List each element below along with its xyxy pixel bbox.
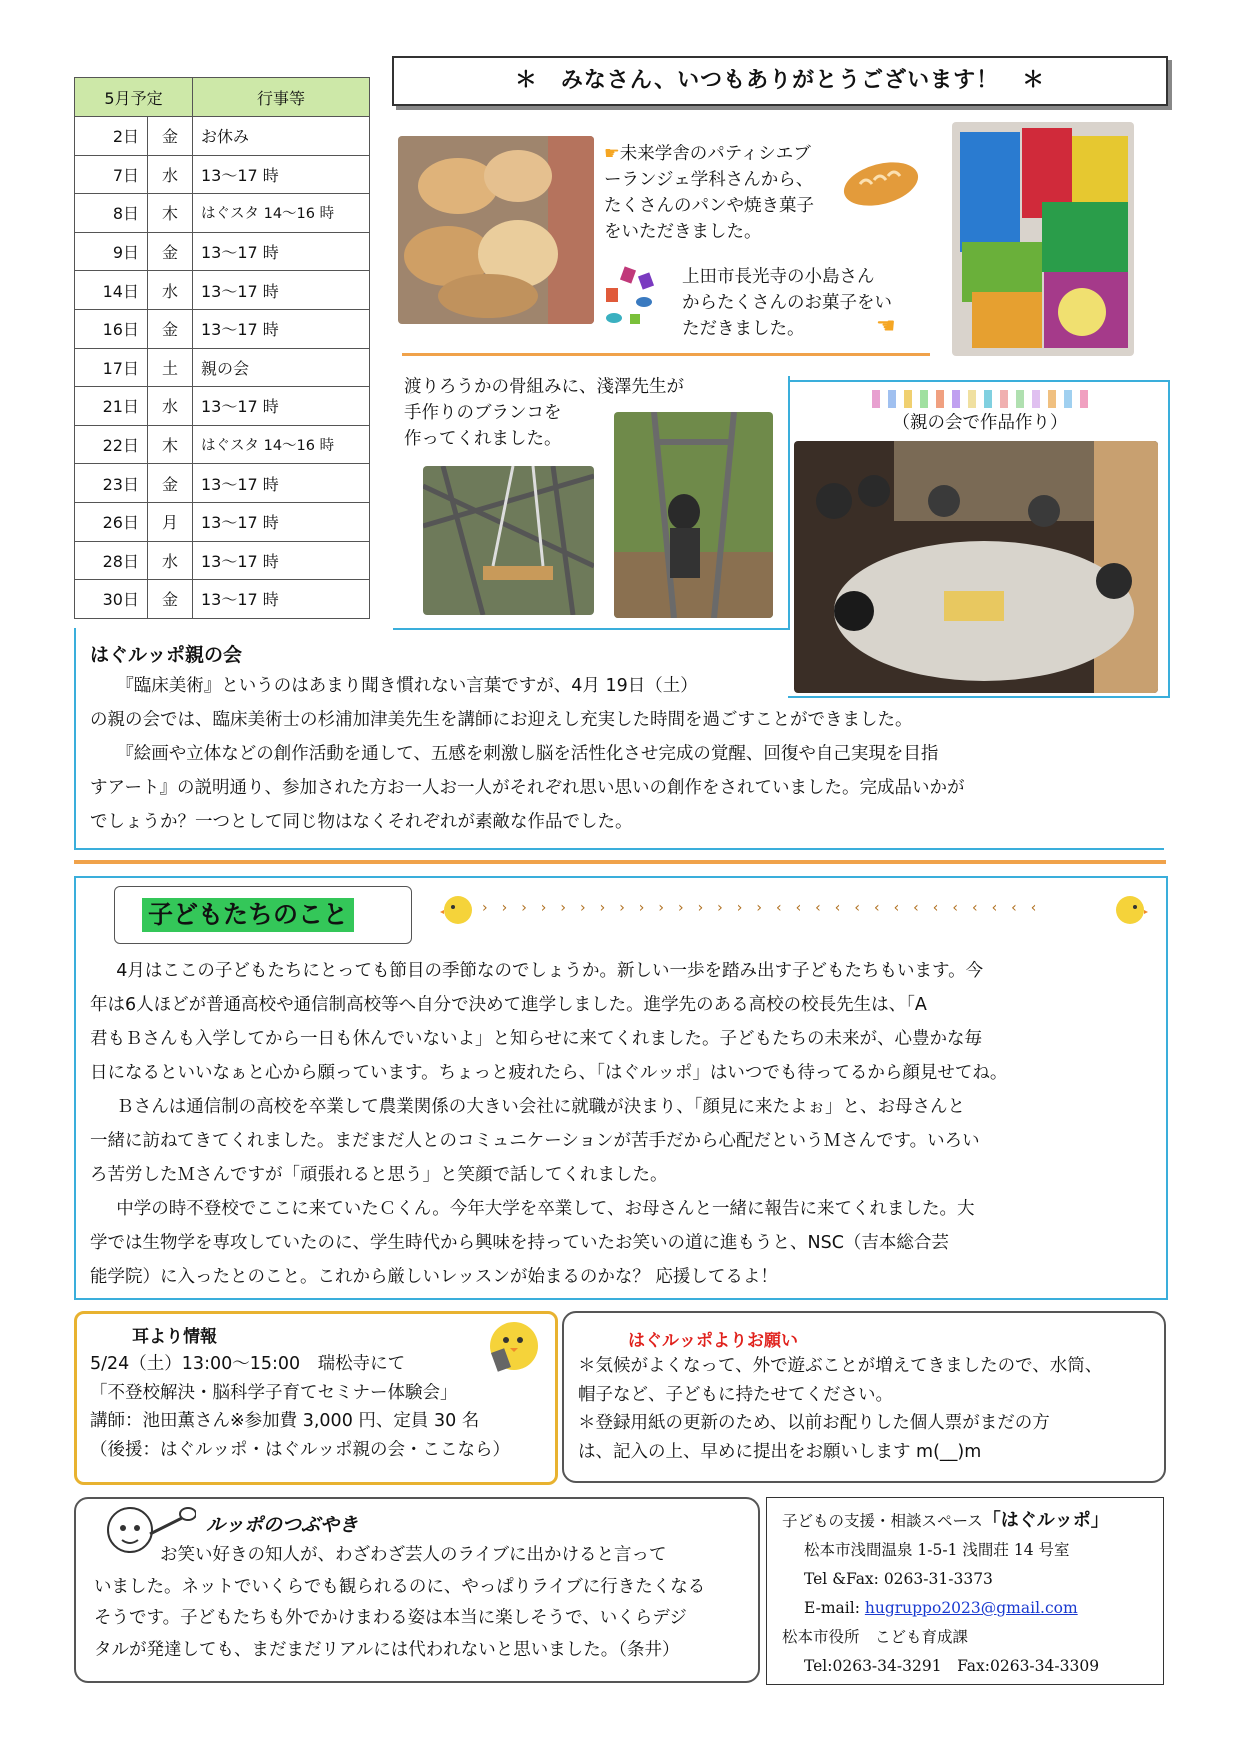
schedule-day: 23日 [75,464,148,503]
schedule-weekday: 水 [148,271,193,310]
children-line-7: ろ苦労したＭさんですが「頑張れると思う」と笑顔で話してくれました。 [90,1165,668,1185]
schedule-weekday: 金 [148,580,193,619]
contact-office: 松本市役所 こども育成課 [782,1628,969,1646]
schedule-row [75,117,370,156]
schedule-weekday: 木 [148,194,193,233]
contact-text [782,1506,1162,1681]
chick-left-icon [440,890,476,926]
schedule-row [75,580,370,619]
children-line-9: 学では生物学を専攻していたのに、学生時代から興味を持っていたお笑いの道に進もうと、NSC（吉本総合芸 [90,1233,949,1253]
bread-thanks-text [604,141,844,245]
schedule-weekday: 金 [148,464,193,503]
schedule-weekday: 木 [148,425,193,464]
schedule-weekday: 月 [148,502,193,541]
sweets-line-3: ただきました。 [682,319,805,339]
schedule-row [75,194,370,233]
chick-right-icon [1112,890,1148,926]
swing-caption-line-2: 手作りのブランコを [404,403,562,423]
request-line-2: 帽子など、子どもに持たせてください。 [578,1384,893,1405]
schedule-header-date: 5月予定 [75,78,193,117]
schedule-event: 親の会 [193,348,370,387]
schedule-event: 13〜17 時 [193,541,370,580]
candy-icon [600,264,668,332]
schedule-row [75,464,370,503]
schedule-event: 13〜17 時 [193,309,370,348]
schedule-event: 13〜17 時 [193,387,370,426]
schedule-day: 21日 [75,387,148,426]
schedule-day: 9日 [75,232,148,271]
contact-office-tel: Tel:0263-34-3291 Fax:0263-34-3309 [804,1657,1100,1675]
pointing-hand-left-icon: ☚ [876,314,896,339]
schedule-event: 13〜17 時 [193,155,370,194]
info-line-1: 5/24（土）13:00〜15:00 瑞松寺にて [90,1354,406,1374]
parents-p1a: 『臨床美術』というのはあまり聞き慣れない言葉ですが、4月 19日（土） [116,676,698,696]
schedule-event: 13〜17 時 [193,502,370,541]
schedule-day: 7日 [75,155,148,194]
schedule-row [75,232,370,271]
schedule-row [75,425,370,464]
swing-caption-line-1: 渡りろうかの骨組みに、淺澤先生が [404,377,684,397]
schedule-event: はぐスタ 14〜16 時 [193,194,370,233]
children-title: 子どもたちのこと [142,898,354,932]
schedule-weekday: 金 [148,309,193,348]
swing-caption-line-3: 作ってくれました。 [404,429,562,449]
schedule-row [75,541,370,580]
schedule-weekday: 水 [148,387,193,426]
tsubuyaki-line-3: そうです。子どもたちも外でかけまわる姿は本当に楽しそうで、いくらデジ [94,1608,687,1628]
schedule-weekday: 水 [148,155,193,194]
schedule-header-event: 行事等 [193,78,370,117]
schedule-weekday: 金 [148,232,193,271]
schedule-event: 13〜17 時 [193,232,370,271]
contact-address: 松本市浅間温泉 1-5-1 浅間荘 14 号室 [804,1541,1070,1559]
parents-p2b: すアート』の説明通り、参加された方お一人お一人がそれぞれ思い思いの創作をされていました。完成品いかが [90,778,965,798]
request-title: はぐルッポよりお願い [628,1331,798,1351]
schedule-table [74,77,370,619]
tsubuyaki-text [94,1540,754,1666]
children-line-6: 一緒に訪ねてきてくれました。まだまだ人とのコミュニケーションが苦手だから心配だというＭさんです。いろい [90,1131,980,1151]
swing-photo-1 [423,466,594,615]
parents-photo-caption: （親の会で作品作り） [892,413,1068,433]
schedule-row [75,502,370,541]
schedule-day: 28日 [75,541,148,580]
request-text [578,1352,1158,1466]
bread-line-4: をいただきました。 [604,222,762,242]
schedule-day: 17日 [75,348,148,387]
schedule-row [75,309,370,348]
contact-email-link[interactable]: hugruppo2023@gmail.com [864,1599,1078,1617]
schedule-event: 13〜17 時 [193,271,370,310]
contact-email-label: E-mail: [804,1599,860,1617]
contact-org-name: 「はぐルッポ」 [982,1510,1109,1531]
swing-photo-2 [614,412,773,618]
arrow-decoration: ›››››››››››››››‹‹‹‹‹‹‹‹‹‹‹‹‹‹ [482,900,1051,916]
orange-divider-top [402,353,930,356]
schedule-event: お休み [193,117,370,156]
sweets-line-1: 上田市長光寺の小島さん [682,267,875,287]
tsubuyaki-title: ルッポのつぶやき [206,1514,359,1536]
schedule-weekday: 土 [148,348,193,387]
contact-org-prefix: 子どもの支援・相談スペース [782,1512,983,1530]
children-line-2: 年は6人ほどが普通高校や通信制高校等へ自分で決めて進学しました。進学先のある高校の校長先生は、「A [90,995,927,1015]
orange-divider-middle [74,860,1166,864]
sweets-line-2: からたくさんのお菓子をい [682,293,892,313]
schedule-day: 2日 [75,117,148,156]
info-title: 耳より情報 [132,1327,217,1347]
schedule-header-row [75,78,370,117]
contact-email-line [782,1594,1162,1623]
parents-meeting-title: はぐルッポ親の会 [90,644,243,666]
schedule-weekday: 水 [148,541,193,580]
contact-org-line [782,1506,1162,1536]
tsubuyaki-line-1: お笑い好きの知人が、わざわざ芸人のライブに出かけると言って [160,1545,667,1565]
schedule-day: 8日 [75,194,148,233]
schedule-day: 14日 [75,271,148,310]
contact-tel: Tel &Fax: 0263-31-3373 [804,1570,993,1588]
request-line-1: ＊気候がよくなって、外で遊ぶことが増えてきましたので、水筒、 [578,1356,1103,1376]
schedule-day: 26日 [75,502,148,541]
parents-p1b: の親の会では、臨床美術士の杉浦加津美先生を講師にお迎えし充実した時間を過ごすことができました。 [90,710,913,730]
thanks-banner: ＊ みなさん、いつもありがとうございます！ ＊ [392,56,1168,106]
schedule-event: 13〜17 時 [193,464,370,503]
schedule-row [75,387,370,426]
bread-line-1: 未来学舎のパティシエブ [619,144,811,164]
request-line-3: ＊登録用紙の更新のため、以前お配りした個人票がまだの方 [578,1413,1050,1433]
children-line-4: 日になるといいなぁと心から願っています。ちょっと疲れたら、「はぐルッポ」はいつでも待ってるから顔見せてね。 [90,1063,1008,1083]
schedule-day: 16日 [75,309,148,348]
bread-line-2: ーランジェ学科さんから、 [604,170,814,190]
info-line-4: （後援：はぐルッポ・はぐルッポ親の会・ここなら） [90,1439,510,1460]
children-line-10: 能学院）に入ったとのこと。これから厳しいレッスンが始まるのかな？ 応援してるよ！ [90,1267,778,1287]
parents-meeting-text [90,669,1150,839]
parents-p2c: でしょうか？一つとして同じ物はなくそれぞれが素敵な作品でした。 [90,812,633,832]
request-line-4: は、記入の上、早めに提出をお願いします m(__)m [578,1441,982,1462]
bread-line-3: たくさんのパンや焼き菓子 [604,196,814,216]
schedule-row [75,155,370,194]
schedule-row [75,348,370,387]
crayon-icons [870,384,1090,410]
schedule-event: はぐスタ 14〜16 時 [193,425,370,464]
schedule-weekday: 金 [148,117,193,156]
tsubuyaki-line-4: タルが発達しても、まだまだリアルには代われないと思いました。（条井） [94,1639,680,1660]
children-line-8: 中学の時不登校でここに来ていたＣくん。今年大学を卒業して、お母さんと一緒に報告に来てくれました。大 [116,1199,975,1219]
info-line-3: 講師：池田薫さん※参加費 3,000 円、定員 30 名 [90,1411,480,1431]
sweets-photo [952,122,1134,356]
pointing-hand-icon: ☛ [604,144,620,164]
children-line-3: 君もＢさんも入学してから一日も休んでいないよ」と知らせに来てくれました。子どもたちの未来が、心豊かな毎 [90,1029,982,1049]
info-line-2: 「不登校解決・脳科学子育てセミナー体験会」 [90,1382,458,1403]
children-text [90,954,1160,1294]
schedule-day: 30日 [75,580,148,619]
schedule-event: 13〜17 時 [193,580,370,619]
children-line-5: Ｂさんは通信制の高校を卒業して農業関係の大きい会社に就職が決まり、「顔見に来たよぉ」と、お母さんと [116,1097,965,1117]
bread-icon [840,156,922,212]
children-line-1: 4月はここの子どもたちにとっても節目の季節なのでしょうか。新しい一歩を踏み出す子どもたちもいます。今 [116,961,984,981]
info-text [90,1350,550,1464]
schedule-row [75,271,370,310]
bread-photo [398,136,594,324]
tsubuyaki-line-2: いました。ネットでいくらでも観られるのに、やっぱりライブに行きたくなる [94,1576,706,1597]
schedule-day: 22日 [75,425,148,464]
parents-p2a: 『絵画や立体などの創作活動を通して、五感を刺激し脳を活性化させ完成の覚醒、回復や自己実現を目指 [116,744,939,764]
